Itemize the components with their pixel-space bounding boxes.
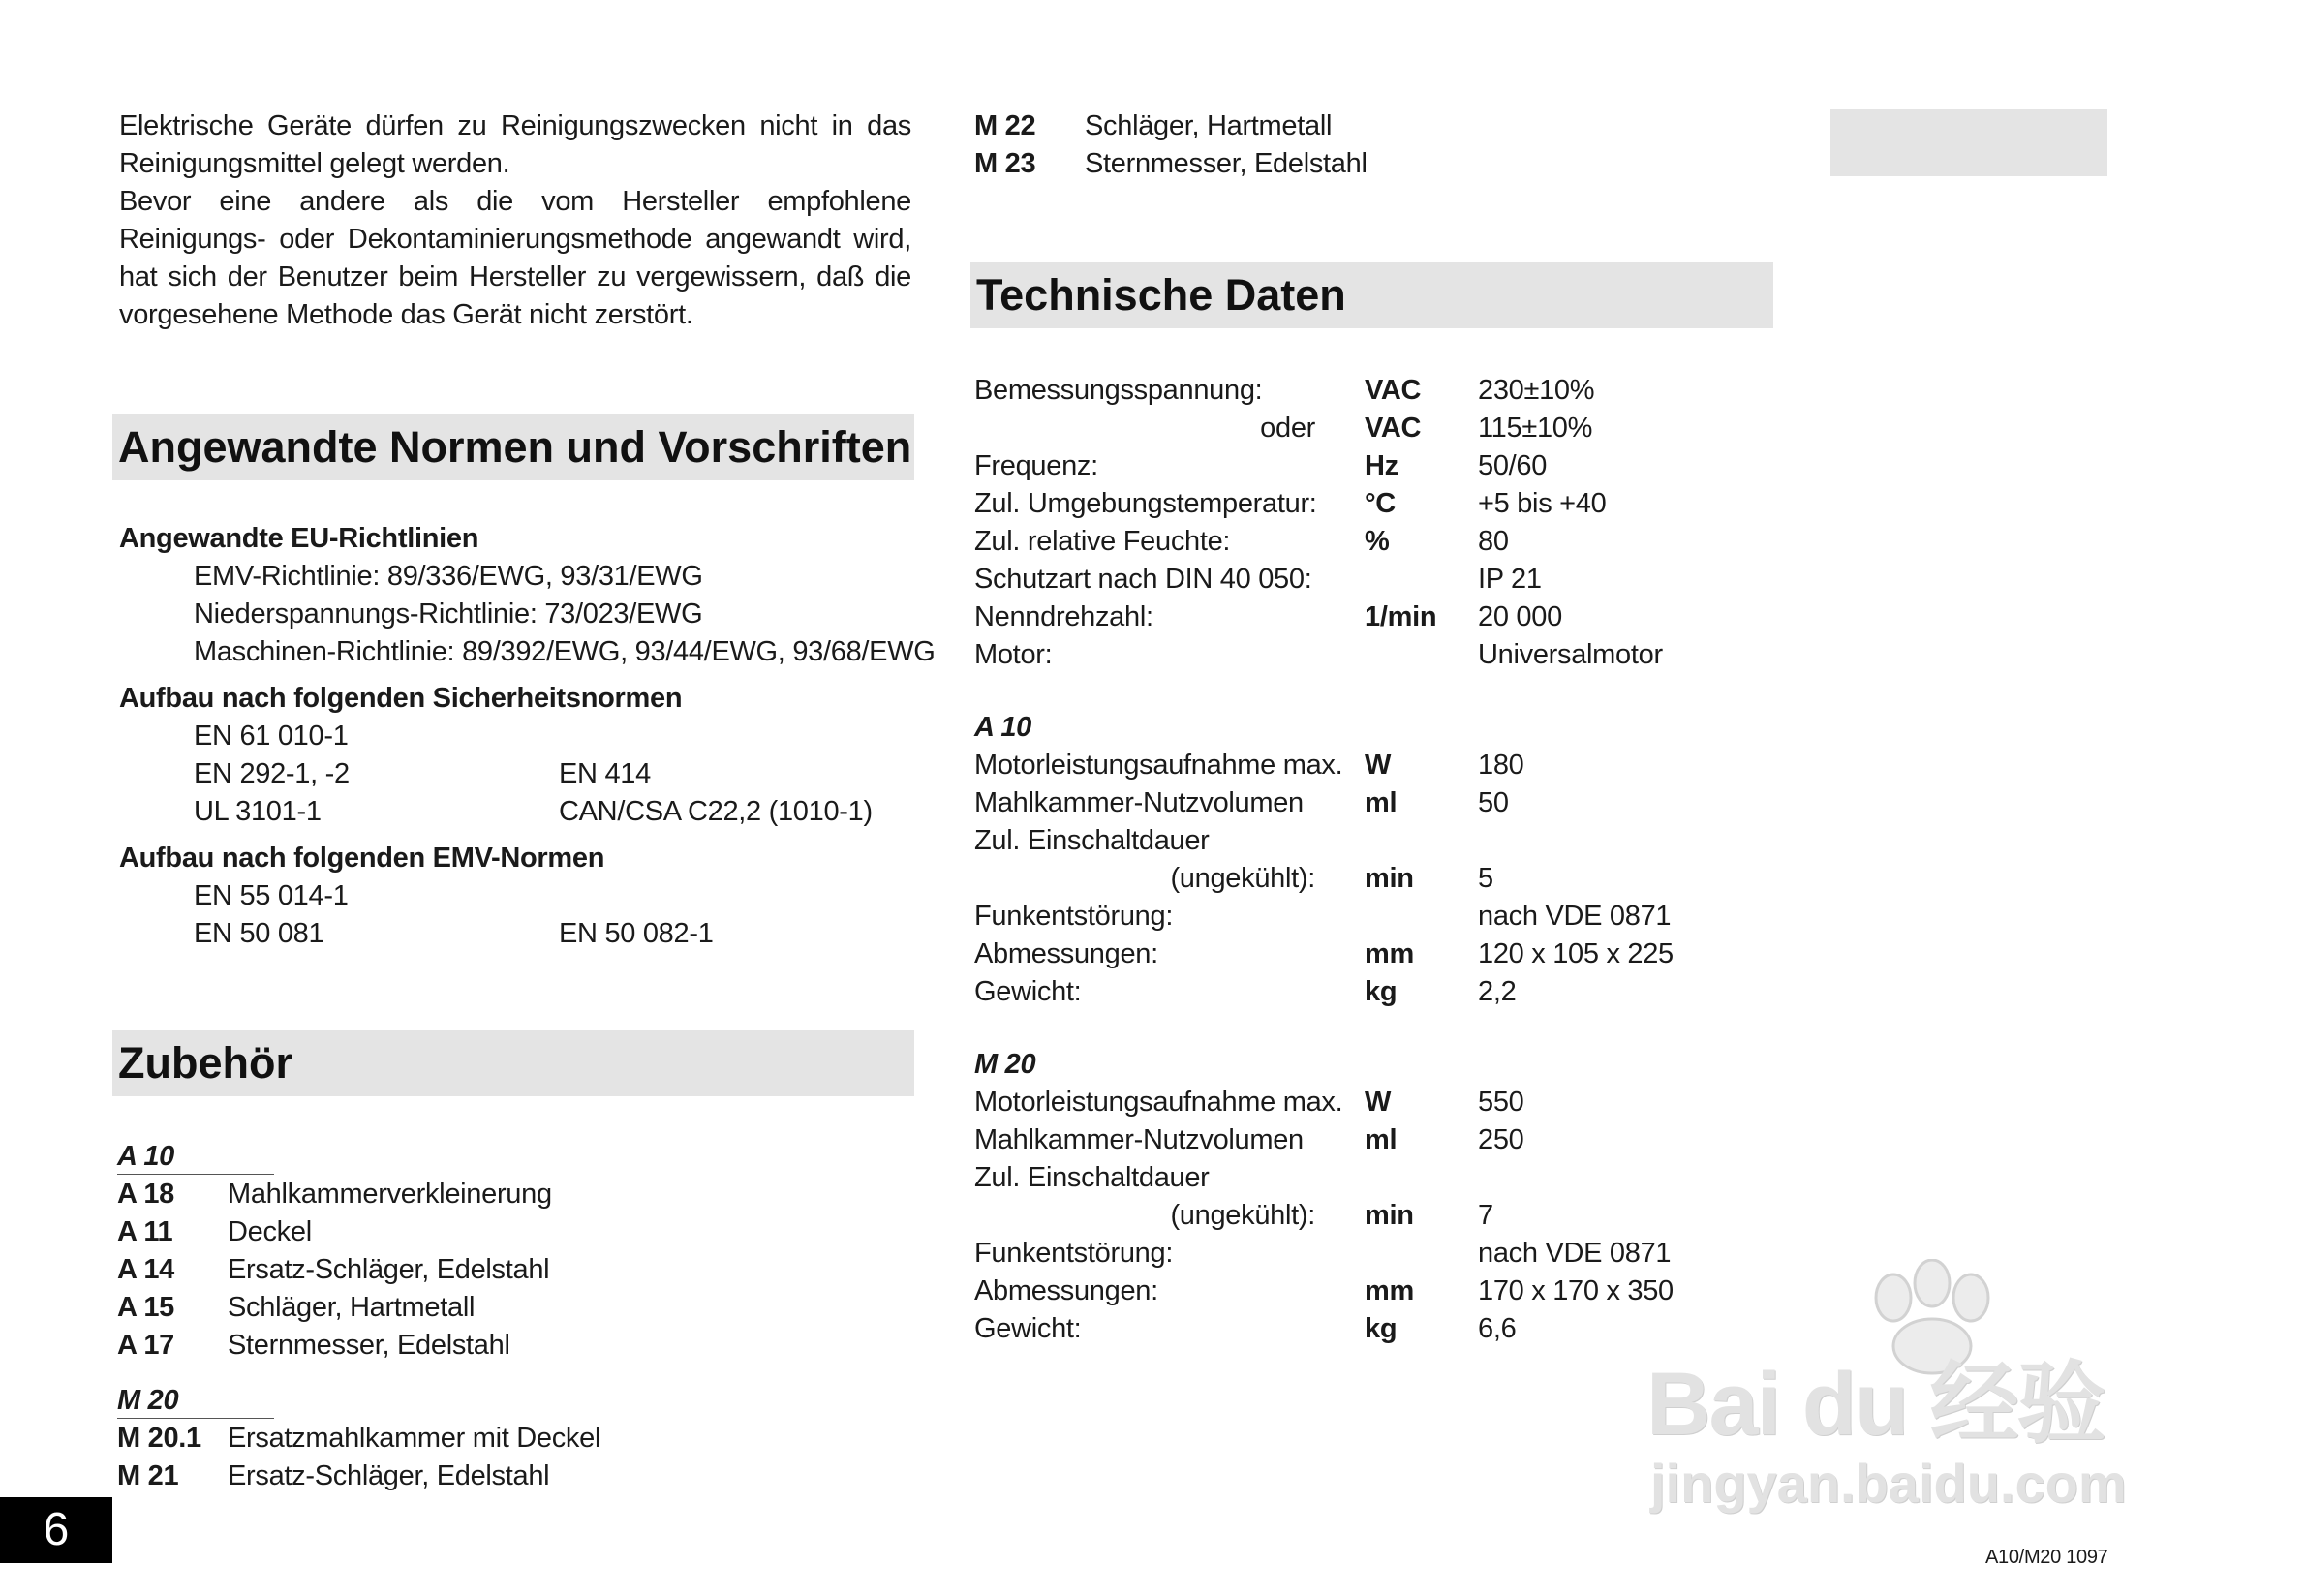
spec-value: 5 (1478, 863, 1493, 894)
spec-label: (ungekühlt): (1170, 863, 1315, 894)
spec-value: IP 21 (1478, 564, 1542, 595)
accessory-row (974, 107, 1652, 145)
spec-unit: °C (1365, 488, 1396, 519)
spec-label: Motor: (974, 639, 1053, 670)
cleaning-paragraph-2: Bevor eine andere als die vom Hersteller empfohlene Reinigungs- oder Dekontaminierungsmethode angewandt wird, hat sich der Benutzer beim Hersteller zu vergewissern, daß die vorgesehene Methode das Gerät nicht zerstört. (119, 186, 911, 330)
spec-label: (ungekühlt): (1170, 1200, 1315, 1231)
spec-value: 50/60 (1478, 450, 1548, 481)
spec-unit: ml (1365, 787, 1398, 818)
safety-norm-row (194, 718, 930, 755)
spec-unit: VAC (1365, 413, 1422, 444)
norm-code: EN 55 014-1 (194, 880, 349, 911)
spec-unit: Hz (1365, 450, 1398, 481)
accessory-code: A 11 (117, 1216, 173, 1247)
accessory-row (117, 1213, 795, 1251)
spec-row (974, 1310, 1749, 1348)
emv-norm-row (194, 915, 930, 953)
tech-m20-label: M 20 (974, 1049, 1036, 1080)
spec-row (974, 410, 1749, 447)
spec-value: nach VDE 0871 (1478, 901, 1672, 932)
spec-label: Zul. Einschaltdauer (974, 1162, 1210, 1193)
accessory-name: Ersatz-Schläger, Edelstahl (228, 1460, 550, 1491)
spec-unit: min (1365, 863, 1414, 894)
accessories-title: Zubehör (118, 1038, 292, 1088)
norm-code: EN 414 (559, 758, 651, 789)
accessory-name: Mahlkammerverkleinerung (228, 1179, 552, 1210)
accessory-row (117, 1327, 795, 1365)
spec-label: oder (1260, 413, 1315, 444)
accessories-a10-label: A 10 (117, 1139, 274, 1175)
spec-value: +5 bis +40 (1478, 488, 1607, 519)
spec-label: Gewicht: (974, 1313, 1082, 1344)
spec-value: 2,2 (1478, 976, 1517, 1007)
spec-row (974, 372, 1749, 410)
spec-value: 180 (1478, 750, 1524, 781)
norm-code: EN 50 082-1 (559, 918, 714, 949)
accessory-name: Schläger, Hartmetall (228, 1292, 476, 1323)
spec-label: Bemessungsspannung: (974, 375, 1263, 406)
spec-row (974, 636, 1749, 674)
eu-directive-line: Maschinen-Richtlinie: 89/392/EWG, 93/44/EWG, 93/68/EWG (194, 636, 936, 667)
spec-unit: mm (1365, 938, 1414, 969)
accessory-name: Sternmesser, Edelstahl (228, 1330, 510, 1361)
header-grey-box (1830, 109, 2107, 176)
spec-label: Schutzart nach DIN 40 050: (974, 564, 1312, 595)
spec-row (974, 747, 1749, 784)
spec-value: 80 (1478, 526, 1509, 557)
accessories-a10-list (117, 1176, 892, 1365)
spec-row (974, 447, 1749, 485)
spec-label: Mahlkammer-Nutzvolumen (974, 1124, 1304, 1155)
spec-label: Abmessungen: (974, 938, 1158, 969)
norms-title: Angewandte Normen und Vorschriften (118, 422, 912, 472)
spec-row (974, 784, 1749, 822)
norm-code: EN 292-1, -2 (194, 758, 350, 789)
norm-code: EN 50 081 (194, 918, 324, 949)
accessory-code: A 18 (117, 1179, 174, 1210)
spec-label: Frequenz: (974, 450, 1098, 481)
accessory-name: Ersatzmahlkammer mit Deckel (228, 1423, 601, 1454)
spec-value: 120 x 105 x 225 (1478, 938, 1674, 969)
spec-row (974, 598, 1749, 636)
tech-section-header (970, 262, 1773, 328)
spec-value: Universalmotor (1478, 639, 1663, 670)
safety-norms-list (194, 718, 930, 831)
accessory-name: Deckel (228, 1216, 312, 1247)
eu-directive-line: Niederspannungs-Richtlinie: 73/023/EWG (194, 598, 703, 629)
spec-row (974, 1084, 1749, 1121)
tech-a10-table (974, 747, 1749, 1011)
accessories-m20-label: M 20 (117, 1383, 274, 1419)
accessory-row (117, 1176, 795, 1213)
spec-label: Mahlkammer-Nutzvolumen (974, 787, 1304, 818)
tech-general-table (974, 372, 1749, 674)
accessory-name: Sternmesser, Edelstahl (1085, 148, 1368, 179)
accessory-code: A 17 (117, 1330, 174, 1361)
spec-label: Motorleistungsaufnahme max. (974, 750, 1343, 781)
spec-row (974, 1121, 1749, 1159)
spec-value: nach VDE 0871 (1478, 1238, 1672, 1269)
spec-unit: W (1365, 1087, 1392, 1118)
spec-row (974, 973, 1749, 1011)
spec-unit: VAC (1365, 375, 1422, 406)
spec-label: Nenndrehzahl: (974, 601, 1153, 632)
spec-label: Funkentstörung: (974, 901, 1174, 932)
spec-unit: min (1365, 1200, 1414, 1231)
accessory-code: M 20.1 (117, 1423, 201, 1454)
spec-row (974, 822, 1749, 860)
accessory-row (974, 145, 1652, 183)
spec-value: 250 (1478, 1124, 1524, 1155)
tech-m20-table (974, 1084, 1749, 1348)
spec-label: Gewicht: (974, 976, 1082, 1007)
eu-directives-heading: Angewandte EU-Richtlinien (119, 523, 479, 554)
spec-unit: ml (1365, 1124, 1398, 1155)
spec-value: 7 (1478, 1200, 1493, 1231)
spec-row (974, 898, 1749, 936)
spec-value: 115±10% (1478, 413, 1593, 444)
accessory-code: M 21 (117, 1460, 179, 1491)
spec-unit: W (1365, 750, 1392, 781)
watermark-url: jingyan.baidu.com (1650, 1453, 2127, 1514)
accessory-code: A 14 (117, 1254, 174, 1285)
spec-label: Zul. relative Feuchte: (974, 526, 1231, 557)
accessories-m20-list-continued (974, 107, 1555, 183)
spec-row (974, 936, 1749, 973)
document-code: A10/M20 1097 (1985, 1547, 2108, 1568)
spec-label: Funkentstörung: (974, 1238, 1174, 1269)
spec-row (974, 485, 1749, 523)
accessories-section-header (112, 1030, 914, 1096)
spec-row (974, 523, 1749, 561)
accessory-row (117, 1458, 795, 1495)
accessory-name: Schläger, Hartmetall (1085, 110, 1333, 141)
safety-norms-heading: Aufbau nach folgenden Sicherheitsnormen (119, 683, 683, 714)
safety-norm-row (194, 793, 930, 831)
spec-row (974, 860, 1749, 898)
accessory-code: A 15 (117, 1292, 174, 1323)
accessory-code: M 22 (974, 110, 1036, 141)
spec-row (974, 561, 1749, 598)
eu-directives-list (194, 558, 936, 671)
emv-norms-heading: Aufbau nach folgenden EMV-Normen (119, 843, 605, 874)
spec-label: Zul. Einschaltdauer (974, 825, 1210, 856)
accessory-row (117, 1289, 795, 1327)
spec-value: 50 (1478, 787, 1509, 818)
tech-a10-label: A 10 (974, 712, 1031, 743)
emv-norm-row (194, 877, 930, 915)
spec-unit: mm (1365, 1275, 1414, 1306)
spec-row (974, 1197, 1749, 1235)
accessories-m20-list (117, 1420, 892, 1495)
norms-section-header (112, 414, 914, 480)
accessory-name: Ersatz-Schläger, Edelstahl (228, 1254, 550, 1285)
norm-code: UL 3101-1 (194, 796, 322, 827)
accessory-row (117, 1420, 795, 1458)
emv-norms-list (194, 877, 930, 953)
spec-label: Abmessungen: (974, 1275, 1158, 1306)
page-number: 6 (0, 1497, 112, 1563)
norm-code: EN 61 010-1 (194, 721, 349, 752)
accessory-row (117, 1251, 795, 1289)
spec-value: 20 000 (1478, 601, 1562, 632)
baidu-watermark (1646, 1259, 2189, 1530)
eu-directive-line: EMV-Richtlinie: 89/336/EWG, 93/31/EWG (194, 561, 703, 592)
spec-value: 170 x 170 x 350 (1478, 1275, 1674, 1306)
spec-unit: % (1365, 526, 1390, 557)
accessory-code: M 23 (974, 148, 1036, 179)
spec-row (974, 1159, 1749, 1197)
watermark-logo: Bai du 经验 (1646, 1355, 2105, 1454)
spec-value: 230±10% (1478, 375, 1595, 406)
spec-value: 550 (1478, 1087, 1524, 1118)
spec-label: Zul. Umgebungstemperatur: (974, 488, 1317, 519)
spec-row (974, 1235, 1749, 1273)
spec-unit: kg (1365, 1313, 1398, 1344)
tech-title: Technische Daten (976, 270, 1346, 320)
spec-unit: 1/min (1365, 601, 1437, 632)
spec-row (974, 1273, 1749, 1310)
safety-norm-row (194, 755, 930, 793)
norm-code: CAN/CSA C22,2 (1010-1) (559, 796, 873, 827)
spec-label: Motorleistungsaufnahme max. (974, 1087, 1343, 1118)
spec-value: 6,6 (1478, 1313, 1517, 1344)
cleaning-paragraph-1: Elektrische Geräte dürfen zu Reinigungszwecken nicht in das Reinigungsmittel gelegt werden. (119, 110, 911, 179)
spec-unit: kg (1365, 976, 1398, 1007)
